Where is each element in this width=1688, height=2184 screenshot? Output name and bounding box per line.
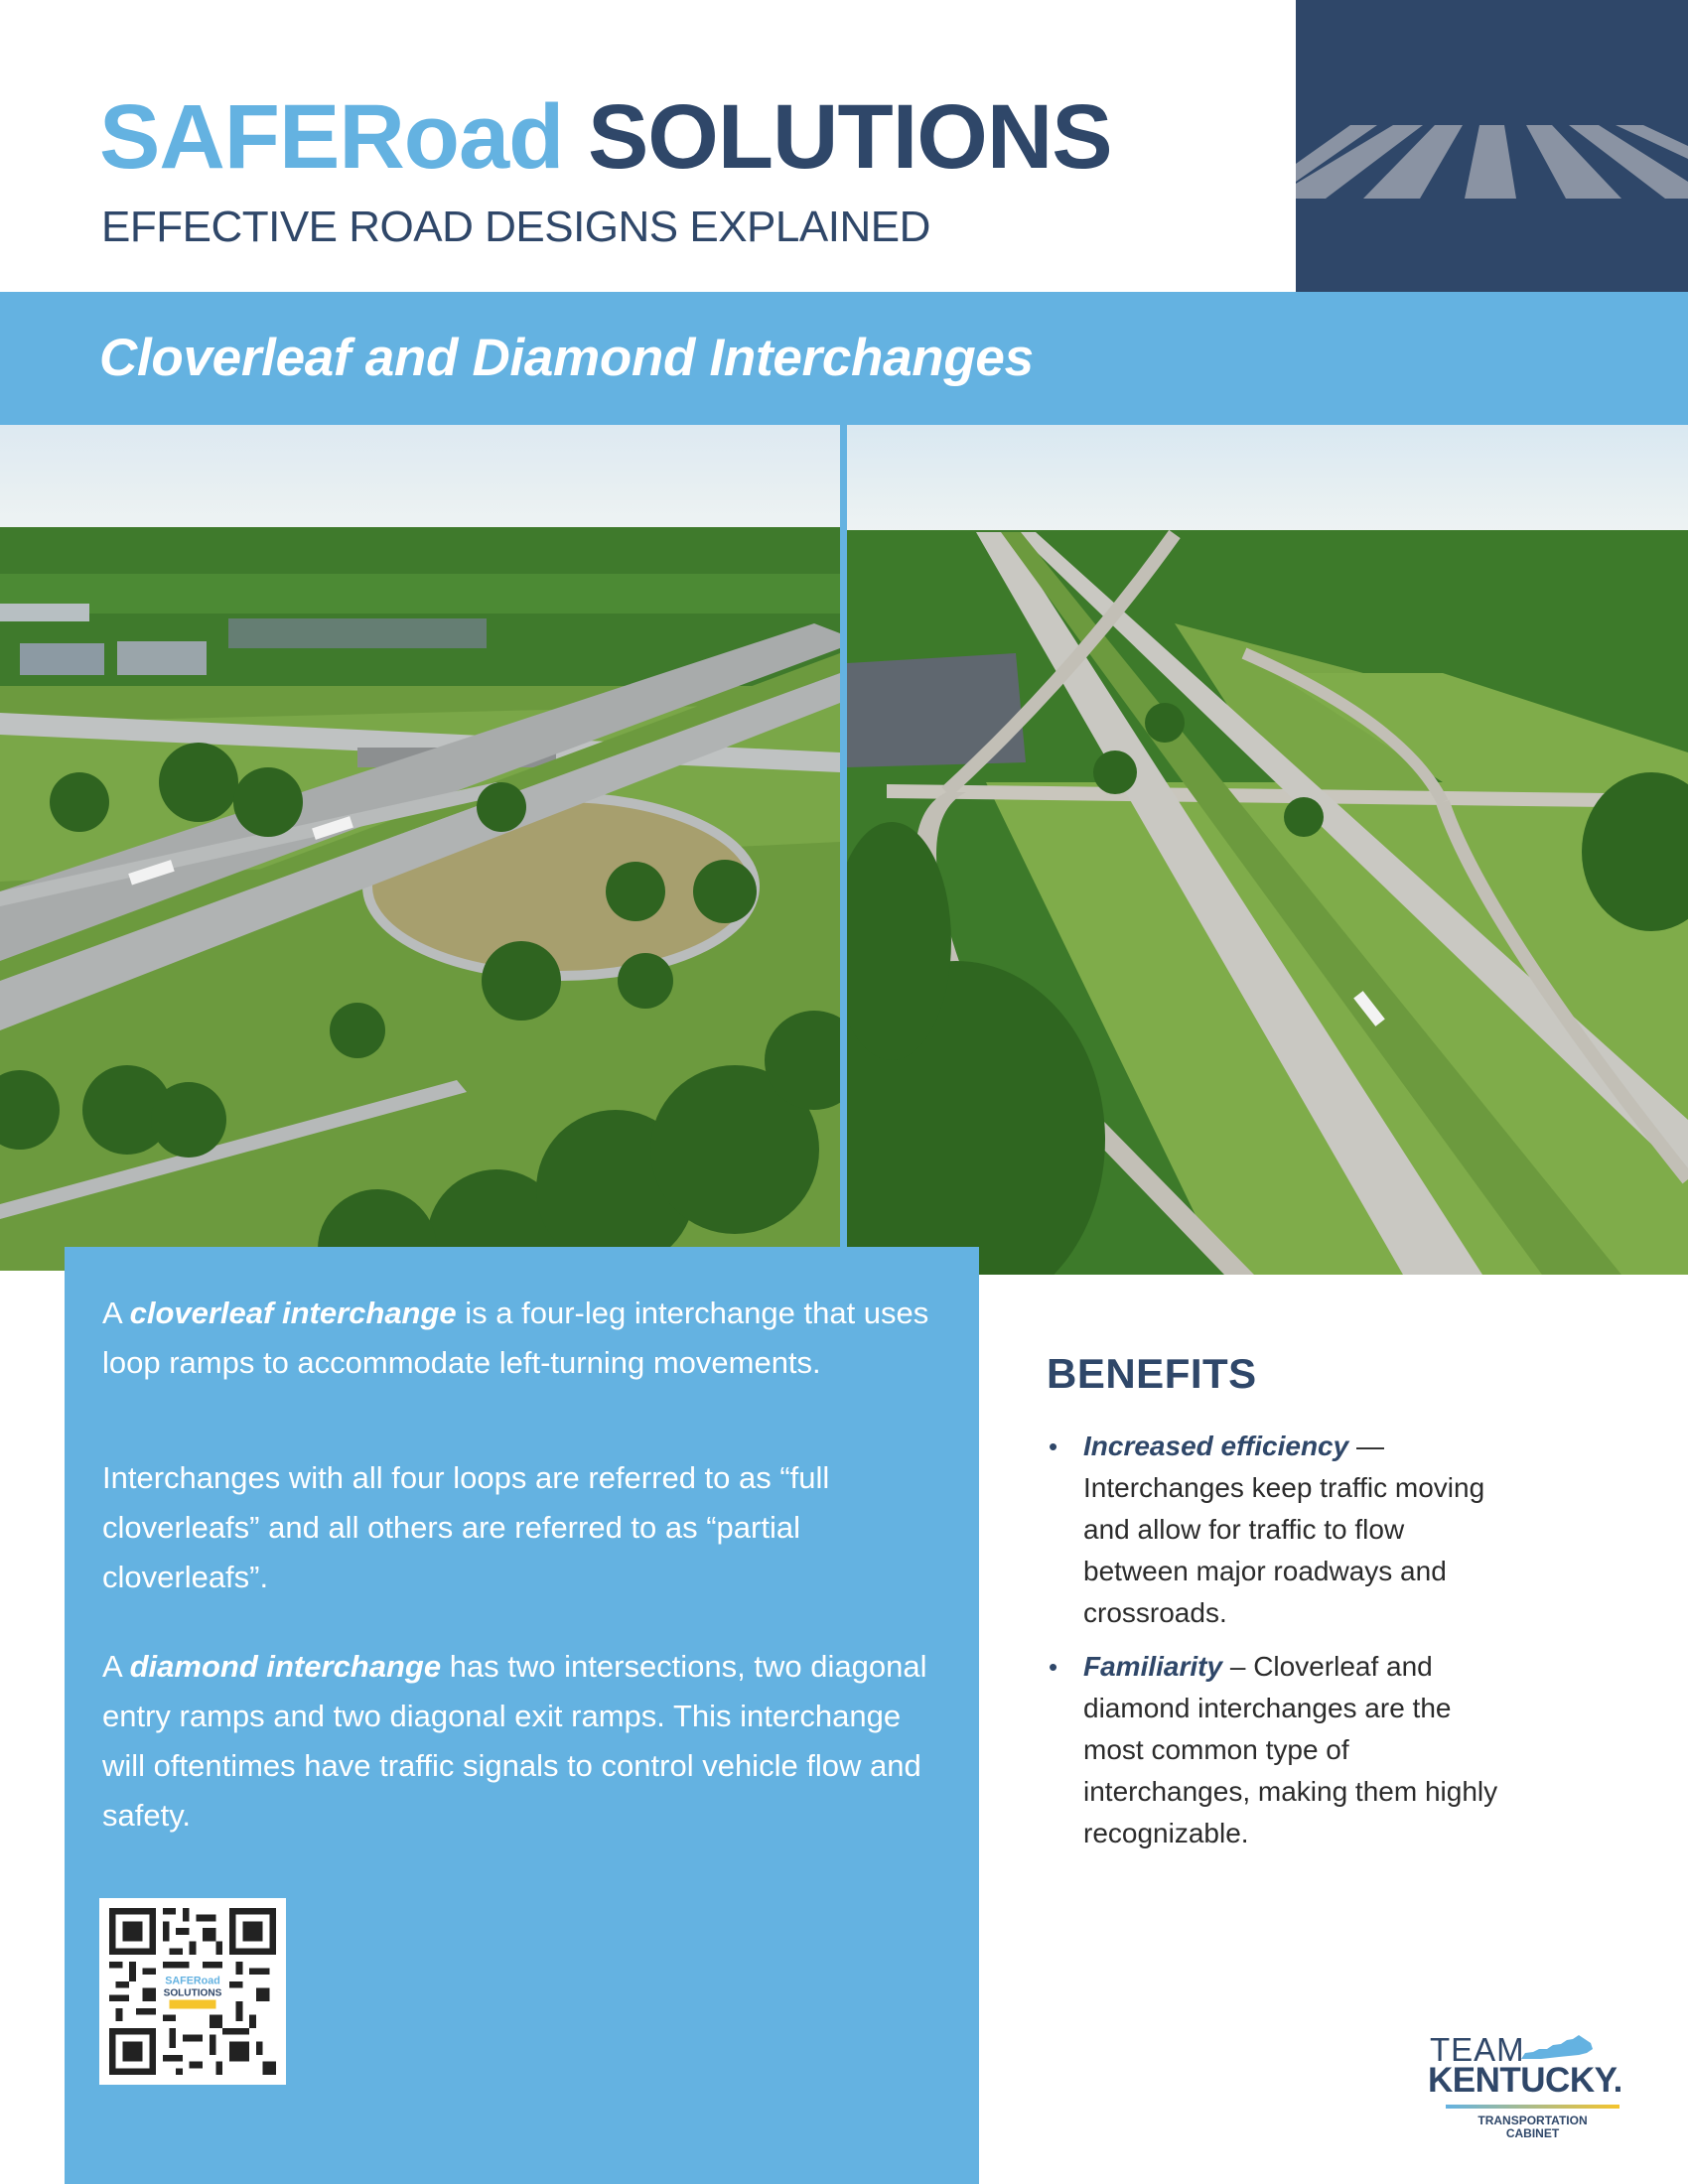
bullet-icon: •: [1049, 1432, 1058, 1461]
qr-code-icon: [109, 1908, 276, 2075]
section-title: Cloverleaf and Diamond Interchanges: [99, 329, 1034, 387]
title-solutions: SOLUTIONS: [587, 86, 1112, 188]
logo-kentucky-text: KENTUCKY.: [1428, 2061, 1622, 2100]
benefit-text: Interchanges keep traffic moving and allow for traffic to flow between major roadways and crossroads.: [1083, 1472, 1485, 1628]
svg-text:SOLUTIONS: SOLUTIONS: [163, 1987, 222, 1999]
subtitle-band: [0, 292, 1688, 427]
page-title: [99, 86, 1112, 188]
road-stripes-graphic: [1296, 0, 1688, 292]
benefit-item-efficiency: [1047, 1426, 1513, 1634]
diamond-photo: [847, 425, 1688, 1275]
logo-transportation: TRANSPORTATION: [1477, 2114, 1588, 2127]
photo-divider: [840, 425, 847, 1247]
cloverleaf-types-description: Interchanges with all four loops are referred to as “full cloverleafs” and all others are referred to as “partial cloverleafs”.: [102, 1460, 830, 1594]
benefit-term: Increased efficiency: [1083, 1431, 1349, 1461]
diamond-description: [102, 1642, 946, 1841]
benefits-list: [1047, 1426, 1563, 1854]
description-box: [65, 1247, 979, 2184]
team-kentucky-logo: [1410, 2027, 1638, 2140]
kentucky-state-icon: [1519, 2035, 1594, 2063]
title-saferoad: SAFERoad: [99, 86, 564, 188]
logo-cabinet-text: [1446, 2115, 1619, 2140]
logo-gradient-bar: [1446, 2105, 1619, 2109]
benefits-section: [1047, 1350, 1563, 1866]
term-diamond: diamond interchange: [129, 1649, 442, 1684]
text-prefix: A: [102, 1296, 130, 1330]
cloverleaf-description: [102, 1289, 946, 1388]
benefit-term: Familiarity: [1083, 1651, 1223, 1682]
tagline: EFFECTIVE ROAD DESIGNS EXPLAINED: [101, 203, 930, 251]
separator: –: [1222, 1651, 1254, 1682]
svg-text:SAFERoad: SAFERoad: [165, 1975, 220, 1987]
bullet-icon: •: [1049, 1652, 1058, 1682]
header: [0, 0, 1688, 292]
logo-cabinet: CABINET: [1505, 2126, 1560, 2140]
benefits-heading: BENEFITS: [1047, 1350, 1257, 1397]
cloverleaf-photo: [0, 425, 840, 1271]
separator: —: [1348, 1431, 1384, 1461]
logo-team-text: TEAM: [1430, 2031, 1525, 2068]
term-cloverleaf: cloverleaf interchange: [129, 1296, 457, 1330]
text-prefix: A: [102, 1649, 130, 1684]
benefit-text: Cloverleaf and diamond interchanges are the most common type of interchanges, making them highly recognizable.: [1083, 1651, 1498, 1848]
benefit-item-familiarity: [1047, 1646, 1513, 1854]
text-rest: has two intersections, two diagonal entry ramps and two diagonal exit ramps. This interchange will oftentimes have traffic signals to control vehicle flow and safety.: [102, 1649, 927, 1833]
text-rest: is a four-leg interchange that uses loop ramps to accommodate left-turning movements.: [102, 1296, 929, 1380]
qr-code[interactable]: [99, 1898, 286, 2085]
crosswalk-stripes-icon: [1296, 0, 1688, 292]
